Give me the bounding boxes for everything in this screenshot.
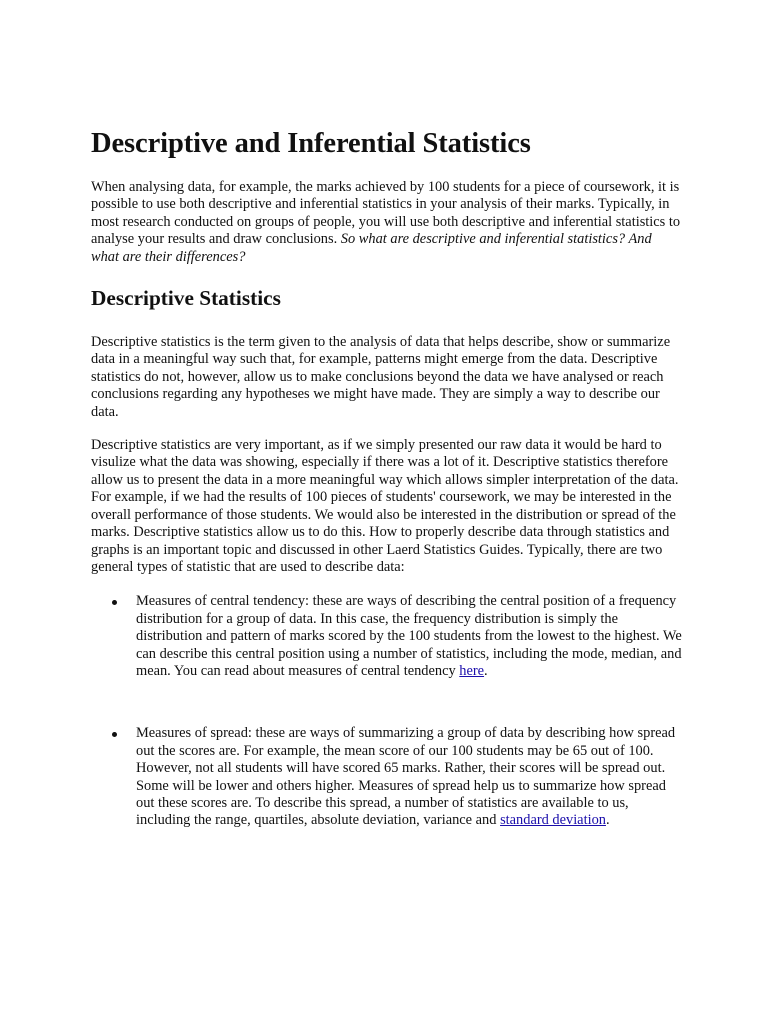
section-paragraph-2: Descriptive statistics are very important, as if we simply presented our raw data it would be hard to visulize what the data was showing, especially if there was a lot of it. Descriptive statistics therefore allow us to present the data in a more meaningful way which allows simpler interpretation of the data. For example, if we had the results of 100 pieces of students' coursework, we may be interested in the overall performance of those students. We would also be interested in the distribution or spread of the marks. Descriptive statistics allow us to do this. How to properly describe data through statistics and graphs is an important topic and discussed in other Laerd Statistics Guides. Typically, there are two general types of statistic that are used to describe data: xyxy=(91,437,679,575)
list-item-central-tendency xyxy=(91,593,683,680)
list-item-end: . xyxy=(484,662,488,679)
intro-paragraph xyxy=(91,179,683,266)
section-heading: Descriptive Statistics xyxy=(91,286,281,311)
list-item-spread xyxy=(91,725,683,829)
list-item-text: Measures of spread: these are ways of summarizing a group of data by describing how spread out the scores are. For example, the mean score of our 100 students may be 65 out of 100. However, not all students will have scored 65 marks. Rather, their scores will be spread out. Some will be lower and others higher. Measures of spread help us to summarize how spread out these scores are. To describe this spread, a number of statistics are available to us, including the range, quartiles, absolute deviation, variance and xyxy=(136,725,676,829)
list-item-text: Measures of central tendency: these are ways of describing the central position of a frequency distribution for a group of data. In this case, the frequency distribution is simply the distribution and pattern of marks scored by the 100 students from the lowest to the highest. We can describe this central position using a number of statistics, including the mode, median, and mean. You can read about measures of central tendency xyxy=(136,593,682,679)
document-page xyxy=(91,126,683,830)
here-link[interactable]: here xyxy=(459,662,485,679)
list-item-end: . xyxy=(605,812,610,829)
page-title: Descriptive and Inferential Statistics xyxy=(91,128,531,159)
statistic-types-list xyxy=(91,593,683,829)
intro-text: When analysing data, for example, the marks achieved by 100 students for a piece of coursework, it is possible to use both descriptive and inferential statistics in your analysis of their marks. Typically, in most research conducted on groups of people, you will use both descriptive and inferential statistics to analyse your results and draw conclusions. xyxy=(91,179,681,248)
bullet-dot-icon xyxy=(112,732,117,737)
standard-deviation-link[interactable]: standard deviation xyxy=(500,812,606,829)
bullet-dot-icon xyxy=(112,600,117,605)
section-paragraph-1: Descriptive statistics is the term given to the analysis of data that helps describe, show or summarize data in a meaningful way such that, for example, patterns might emerge from the data. Descriptive statistics do not, however, allow us to make conclusions beyond the data we have analysed or reach conclusions regarding any hypotheses we might have made. They are simply a way to describe our data. xyxy=(91,334,671,420)
intro-question: So what are descriptive and inferential statistics? And what are their differences? xyxy=(91,231,652,265)
